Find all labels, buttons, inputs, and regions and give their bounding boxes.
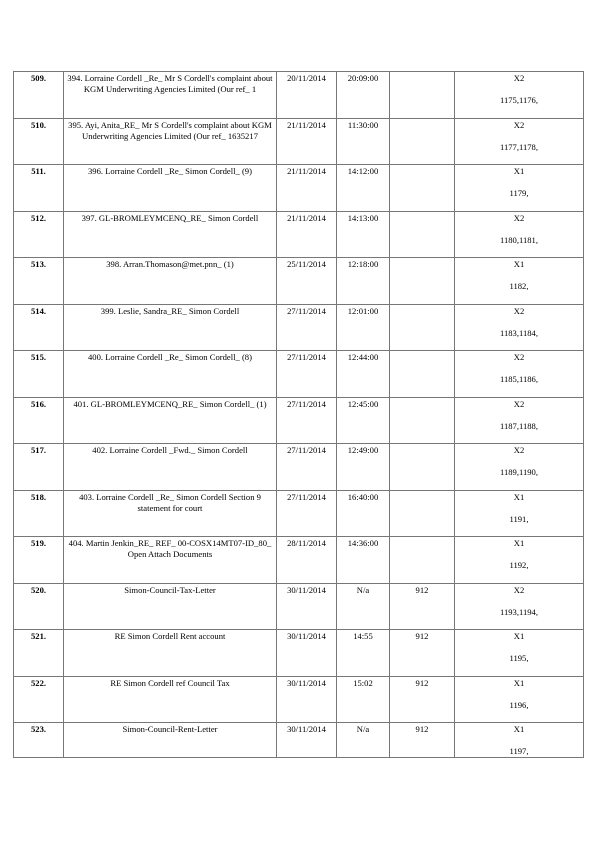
document-date: 28/11/2014 (277, 537, 337, 584)
document-ref: 912 (390, 723, 455, 758)
page-count: X1 (513, 491, 525, 502)
page-cell (455, 258, 584, 305)
page-cell (455, 165, 584, 212)
document-title: 395. Ayi, Anita_RE_ Mr S Cordell's complaint about KGM Underwriting Agencies Limited (Our ref_ 1635217 (64, 118, 277, 165)
document-date: 27/11/2014 (277, 397, 337, 444)
page-count: X1 (513, 538, 525, 548)
entry-number: 523. (14, 723, 64, 758)
page-count: X2 (513, 398, 525, 409)
document-time: 14:13:00 (337, 211, 390, 258)
page-numbers: 1179, (509, 188, 529, 198)
document-time: 12:45:00 (337, 397, 390, 444)
entry-number: 519. (14, 537, 64, 584)
entry-number: 512. (14, 211, 64, 258)
document-date: 27/11/2014 (277, 304, 337, 351)
table-row (14, 351, 584, 398)
document-time: N/a (337, 583, 390, 630)
document-date: 27/11/2014 (277, 490, 337, 537)
document-title: 404. Martin Jenkin_RE_ REF_ 00-COSX14MT07-ID_80_ Open Attach Documents (64, 537, 277, 584)
page-numbers: 1193,1194, (499, 606, 539, 617)
document-title: RE Simon Cordell Rent account (64, 630, 277, 677)
page-numbers: 1182, (509, 281, 529, 291)
page-count: X2 (513, 445, 525, 455)
page-count: X1 (513, 166, 525, 176)
document-title: 396. Lorraine Cordell _Re_ Simon Cordell_ (9) (64, 165, 277, 212)
page-numbers: 1175,1176, (499, 95, 539, 105)
document-ref (390, 444, 455, 491)
page-count: X1 (513, 631, 525, 641)
document-title: 403. Lorraine Cordell _Re_ Simon Cordell Section 9 statement for court (64, 490, 277, 537)
document-ref (390, 351, 455, 398)
table-row (14, 490, 584, 537)
document-ref (390, 490, 455, 537)
document-title: 402. Lorraine Cordell _Fwd._ Simon Cordell (64, 444, 277, 491)
document-ref (390, 72, 455, 119)
page-numbers: 1189,1190, (499, 467, 539, 477)
page-cell (455, 723, 584, 758)
document-ref (390, 118, 455, 165)
document-time: 14:12:00 (337, 165, 390, 212)
document-ref: 912 (390, 583, 455, 630)
document-time: 15:02 (337, 676, 390, 723)
page-numbers: 1195, (509, 653, 529, 663)
page-cell (455, 118, 584, 165)
table-row (14, 444, 584, 491)
page-cell (455, 583, 584, 630)
table-row (14, 630, 584, 677)
document-date: 30/11/2014 (277, 723, 337, 758)
document-ref (390, 304, 455, 351)
document-time: 12:18:00 (337, 258, 390, 305)
entry-number: 511. (14, 165, 64, 212)
table-row (14, 258, 584, 305)
document-ref (390, 211, 455, 258)
page-cell (455, 537, 584, 584)
document-title: 401. GL-BROMLEYMCENQ_RE_ Simon Cordell_ (1) (64, 397, 277, 444)
page-count: X1 (513, 724, 525, 734)
page-numbers: 1183,1184, (499, 327, 539, 338)
document-time: 12:01:00 (337, 304, 390, 351)
page-count: X2 (513, 352, 525, 362)
document-ref (390, 165, 455, 212)
document-ref (390, 397, 455, 444)
entry-number: 518. (14, 490, 64, 537)
document-date: 27/11/2014 (277, 444, 337, 491)
document-ref: 912 (390, 676, 455, 723)
document-time: 14:36:00 (337, 537, 390, 584)
document-date: 21/11/2014 (277, 165, 337, 212)
table-row (14, 165, 584, 212)
page-numbers: 1196, (509, 699, 529, 710)
page-numbers: 1185,1186, (499, 374, 539, 384)
document-title: 399. Leslie, Sandra_RE_ Simon Cordell (64, 304, 277, 351)
document-index-table (13, 71, 584, 758)
document-title: 394. Lorraine Cordell _Re_ Mr S Cordell's complaint about KGM Underwriting Agencies Limited (Our ref_ 1 (64, 72, 277, 119)
document-time: 14:55 (337, 630, 390, 677)
page-cell (455, 490, 584, 537)
page-cell (455, 211, 584, 258)
entry-number: 522. (14, 676, 64, 723)
table-row (14, 304, 584, 351)
page-cell (455, 304, 584, 351)
document-date: 30/11/2014 (277, 583, 337, 630)
page-numbers: 1192, (509, 560, 529, 570)
document-time: 11:30:00 (337, 118, 390, 165)
document-time: 20:09:00 (337, 72, 390, 119)
page-cell (455, 351, 584, 398)
document-date: 21/11/2014 (277, 118, 337, 165)
page-count: X2 (513, 584, 525, 595)
document-index-body (14, 72, 584, 758)
document-date: 21/11/2014 (277, 211, 337, 258)
page-numbers: 1177,1178, (499, 141, 539, 152)
document-date: 30/11/2014 (277, 676, 337, 723)
table-row (14, 397, 584, 444)
document-time: 12:49:00 (337, 444, 390, 491)
entry-number: 510. (14, 118, 64, 165)
table-row (14, 583, 584, 630)
entry-number: 513. (14, 258, 64, 305)
page-numbers: 1187,1188, (499, 420, 539, 431)
table-row (14, 72, 584, 119)
document-ref (390, 258, 455, 305)
document-title: 400. Lorraine Cordell _Re_ Simon Cordell_ (8) (64, 351, 277, 398)
document-title: Simon-Council-Tax-Letter (64, 583, 277, 630)
entry-number: 515. (14, 351, 64, 398)
table-row (14, 118, 584, 165)
document-date: 30/11/2014 (277, 630, 337, 677)
document-ref: 912 (390, 630, 455, 677)
document-ref (390, 537, 455, 584)
entry-number: 520. (14, 583, 64, 630)
entry-number: 521. (14, 630, 64, 677)
table-row (14, 723, 584, 758)
entry-number: 509. (14, 72, 64, 119)
entry-number: 516. (14, 397, 64, 444)
document-title: RE Simon Cordell ref Council Tax (64, 676, 277, 723)
document-time: 12:44:00 (337, 351, 390, 398)
document-date: 20/11/2014 (277, 72, 337, 119)
page-count: X2 (513, 119, 525, 130)
document-title: Simon-Council-Rent-Letter (64, 723, 277, 758)
document-time: 16:40:00 (337, 490, 390, 537)
table-row (14, 211, 584, 258)
entry-number: 514. (14, 304, 64, 351)
page-count: X2 (513, 212, 525, 223)
page-count: X1 (513, 259, 525, 269)
page-count: X1 (513, 677, 525, 688)
page-numbers: 1197, (509, 746, 529, 756)
page-cell (455, 397, 584, 444)
page-count: X2 (513, 305, 525, 316)
page-cell (455, 444, 584, 491)
page-cell (455, 72, 584, 119)
document-date: 25/11/2014 (277, 258, 337, 305)
document-date: 27/11/2014 (277, 351, 337, 398)
document-time: N/a (337, 723, 390, 758)
page-numbers: 1180,1181, (499, 234, 539, 245)
page-numbers: 1191, (509, 513, 529, 524)
entry-number: 517. (14, 444, 64, 491)
document-title: 397. GL-BROMLEYMCENQ_RE_ Simon Cordell (64, 211, 277, 258)
table-row (14, 537, 584, 584)
page-cell (455, 630, 584, 677)
table-row (14, 676, 584, 723)
document-title: 398. Arran.Thomason@met.pnn_ (1) (64, 258, 277, 305)
page-cell (455, 676, 584, 723)
page-count: X2 (513, 73, 525, 83)
